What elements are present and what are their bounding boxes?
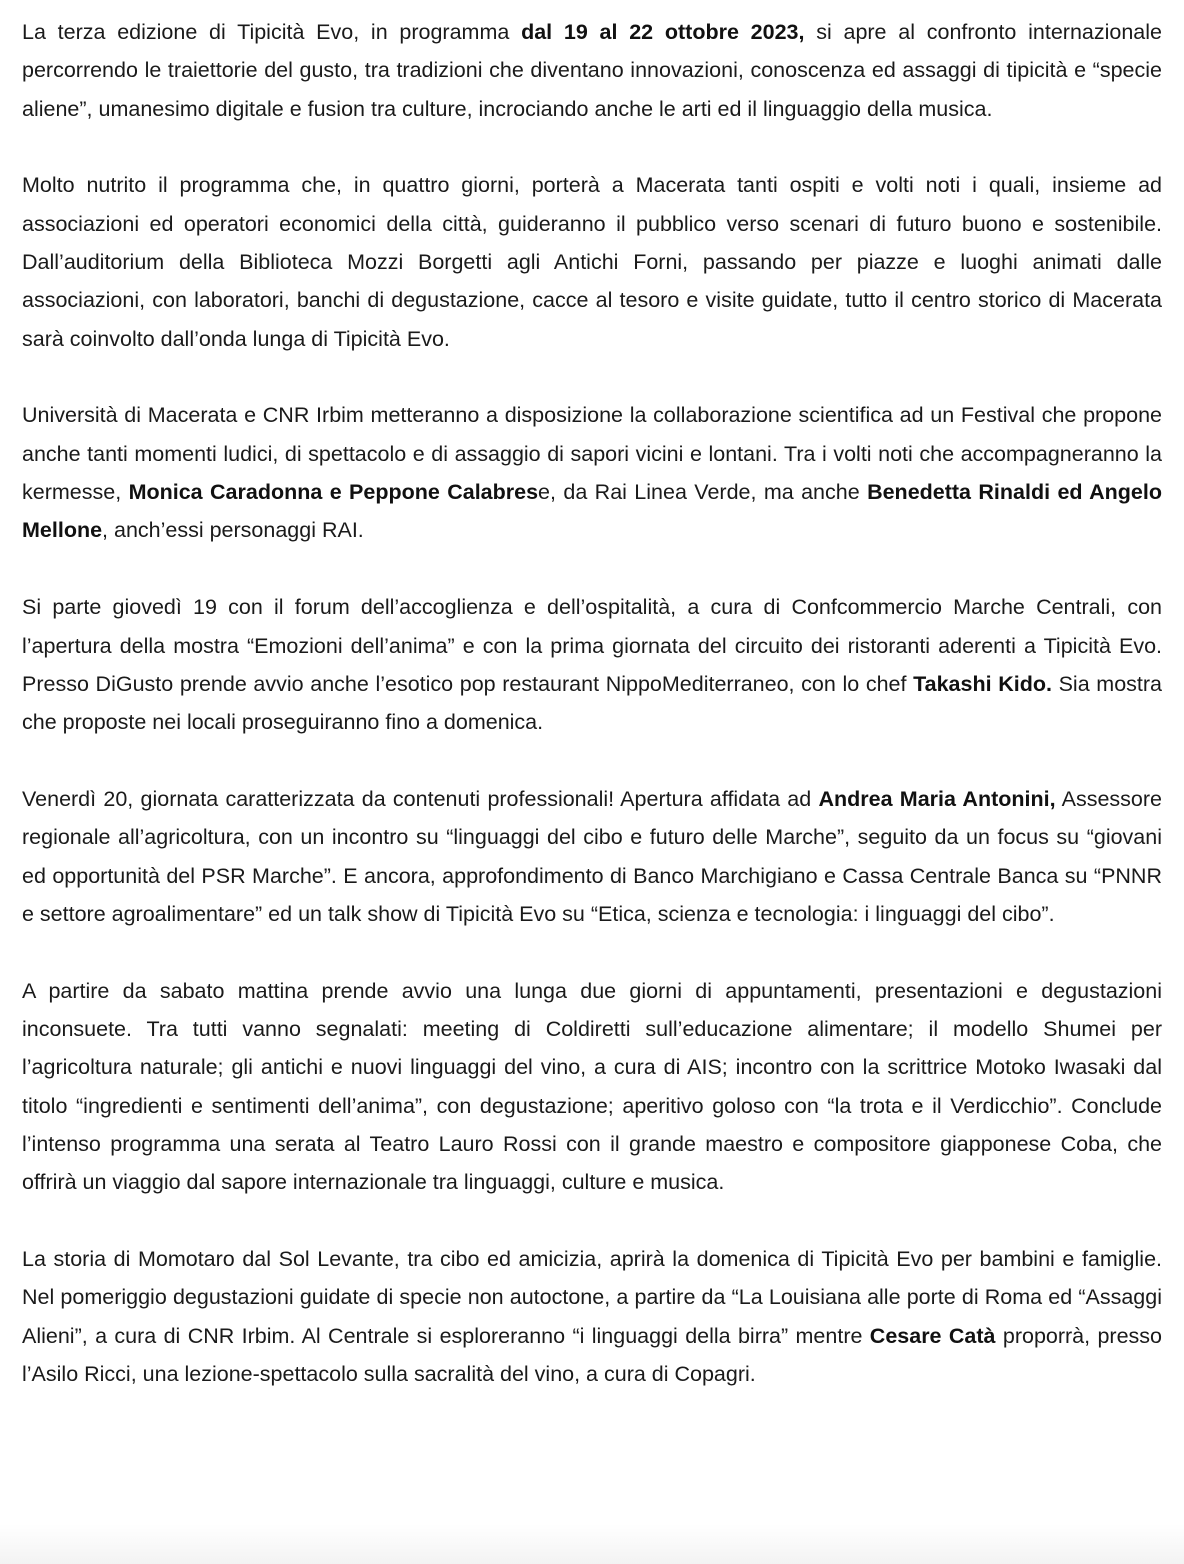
text-run: La storia di Momotaro dal Sol Levante, tra cibo ed amicizia, aprirà la domenica di Tipicità Evo per bambini e famiglie. Nel pomeriggio degustazioni guidate di specie non autoctone, a partire da “La Louisiana alle porte di Roma ed “Assaggi Alieni”, a cura di CNR Irbim. Al Centrale si esploreranno “i linguaggi della birra” mentre	[22, 1247, 1162, 1348]
paragraph-intro	[22, 13, 1162, 128]
paragraph-saturday	[22, 972, 1162, 1202]
text-run: proporrà, presso l’Asilo Ricci, una lezione-spettacolo sulla sacralità del vino, a cura di Copagri.	[22, 1323, 1163, 1387]
paragraph-sunday	[22, 1240, 1162, 1393]
article-body	[22, 13, 1162, 1432]
guest-names-linea-verde: Monica Caradonna e Peppone Calabres	[128, 480, 539, 505]
text-run: Molto nutrito il programma che, in quattro giorni, porterà a Macerata tanti ospiti e volti noti i quali, insieme ad associazioni ed operatori economici della città, guideranno il pubblico verso scenari di futuro buono e sostenibile. Dall’auditorium della Biblioteca Mozzi Borgetti agli Antichi Forni, passando per piazze e luoghi animati dalle associazioni, con laboratori, banchi di degustazione, cacce al tesoro e visite guidate, tutto il centro storico di Macerata sarà coinvolto dall’onda lunga di Tipicità Evo.	[22, 173, 1162, 351]
paragraph-program	[22, 166, 1162, 358]
text-run: Si parte giovedì 19 con il forum dell’accoglienza e dell’ospitalità, a cura di Confcommercio Marche Centrali, con l’apertura della mostra “Emozioni dell’anima” e con la prima giornata del circuito dei ristoranti aderenti a Tipicità Evo. Presso DiGusto prende avvio anche l’esotico pop restaurant NippoMediterraneo, con lo chef	[22, 595, 1162, 696]
text-run: Assessore regionale all’agricoltura, con un incontro su “linguaggi del cibo e futuro delle Marche”, seguito da un focus su “giovani ed opportunità del PSR Marche”. E ancora, approfondimento di Banco Marchigiano e Cassa Centrale Banca su “PNNR e settore agroalimentare” ed un talk show di Tipicità Evo su “Etica, scienza e tecnologia: i linguaggi del cibo”.	[22, 786, 1163, 926]
event-dates: dal 19 al 22 ottobre 2023,	[521, 20, 805, 44]
text-run: si apre al confronto internazionale percorrendo le traiettorie del gusto, tra tradizioni che diventano innovazioni, conoscenza ed assaggi di tipicità e “specie aliene”, umanesimo digitale e fusion tra culture, incrociando anche le arti ed il linguaggio della musica.	[22, 20, 1162, 121]
text-run: e, da Rai Linea Verde, ma anche	[538, 480, 868, 505]
performer-name: Cesare Catà	[869, 1323, 996, 1348]
paragraph-guests	[22, 396, 1162, 549]
paragraph-thursday	[22, 588, 1162, 741]
text-run: A partire da sabato mattina prende avvio una lunga due giorni di appuntamenti, presentazioni e degustazioni inconsuete. Tra tutti vanno segnalati: meeting di Coldiretti sull’educazione alimentare; il modello Shumei per l’agricoltura naturale; gli antichi e nuovi linguaggi del vino, a cura di AIS; incontro con la scrittrice Motoko Iwasaki dal titolo “ingredienti e sentimenti dell’anima”, con degustazione; aperitivo goloso con “la trota e il Verdicchio”. Conclude l’intenso programma una serata al Teatro Lauro Rossi con il grande maestro e compositore giapponese Coba, che offrirà un viaggio dal sapore internazionale tra linguaggi, culture e musica.	[22, 978, 1162, 1195]
text-run: , anch’essi personaggi RAI.	[102, 518, 364, 543]
speaker-name: Andrea Maria Antonini,	[818, 786, 1056, 811]
text-run: Università di Macerata e CNR Irbim metteranno a disposizione la collaborazione scientifica ad un Festival che propone anche tanti momenti ludici, di spettacolo e di assaggio di sapori vicini e lontani. Tra i volti noti che accompagneranno la kermesse,	[22, 403, 1162, 505]
text-run: Sia mostra che proposte nei locali proseguiranno fino a domenica.	[22, 671, 1162, 735]
guest-names-rai: Benedetta Rinaldi ed Angelo Mellone	[22, 480, 1162, 543]
text-run: Venerdì 20, giornata caratterizzata da contenuti professionali! Apertura affidata ad	[22, 786, 819, 811]
chef-name: Takashi Kido.	[913, 671, 1052, 696]
text-run: La terza edizione di Tipicità Evo, in programma	[22, 20, 522, 44]
bottom-fade	[0, 1524, 1184, 1564]
paragraph-friday	[22, 780, 1162, 933]
